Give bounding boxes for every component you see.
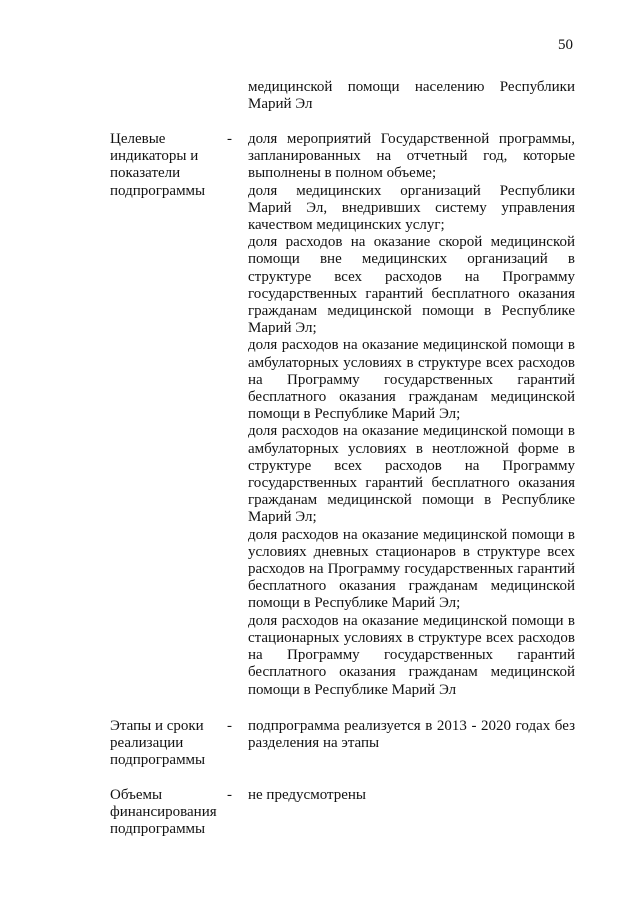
row-label: Этапы и сроки реализации подпрограммы (110, 718, 206, 769)
funding-text: не предусмотрены (248, 787, 367, 803)
stages-text: подпрограмма реализуется в 2013 - 2020 годах без разделения на этапы (248, 718, 575, 752)
indicator-item: доля расходов на оказание медицинской помощи в условиях дневных стационаров в структуре всех расходов на Программу государственных гарантий бесплатного оказания гражданам медицинской помощи в Республике Марий Эл; (248, 526, 575, 612)
indicator-item: доля расходов на оказание медицинской помощи в стационарных условиях в структуре всех расходов на Программу государственных гарантий бесплатного оказания гражданам медицинской помощи в Республике Марий Эл (248, 612, 575, 698)
row-content (248, 718, 575, 752)
row-content (248, 131, 575, 699)
indicator-item: доля расходов на оказание медицинской помощи в амбулаторных условиях в структуре всех расходов на Программу государственных гарантий бесплатного оказания гражданам медицинской помощи в Республике Марий Эл; (248, 337, 575, 423)
row-label: Объемы финансирования подпрограммы (110, 787, 217, 838)
intro-text (248, 79, 575, 113)
row-label: Целевые индикаторы и показатели подпрограммы (110, 131, 206, 199)
indicator-item: доля мероприятий Государственной программы, запланированных на отчетный год, которые выполнены в полном объеме; (248, 131, 575, 182)
row-dash: - (227, 718, 232, 734)
indicator-item: доля медицинских организаций Республики Марий Эл, внедривших систему управления качеством медицинских услуг; (248, 182, 575, 234)
row-content (248, 787, 575, 804)
row-dash: - (227, 787, 232, 803)
page-number: 50 (558, 37, 573, 53)
row-dash: - (227, 131, 232, 147)
intro-paragraph: медицинской помощи населению Республики Марий Эл (248, 79, 575, 113)
indicator-item: доля расходов на оказание медицинской помощи в амбулаторных условиях в неотложной форме в структуре всех расходов на Программу государственных гарантий бесплатного оказания гражданам медицинской помощи в Республике Марий Эл; (248, 423, 575, 526)
indicator-item: доля расходов на оказание скорой медицинской помощи вне медицинских организаций в структуре всех расходов на Программу государственных гарантий бесплатного оказания гражданам медицинской помощи в Республике Марий Эл; (248, 234, 575, 337)
